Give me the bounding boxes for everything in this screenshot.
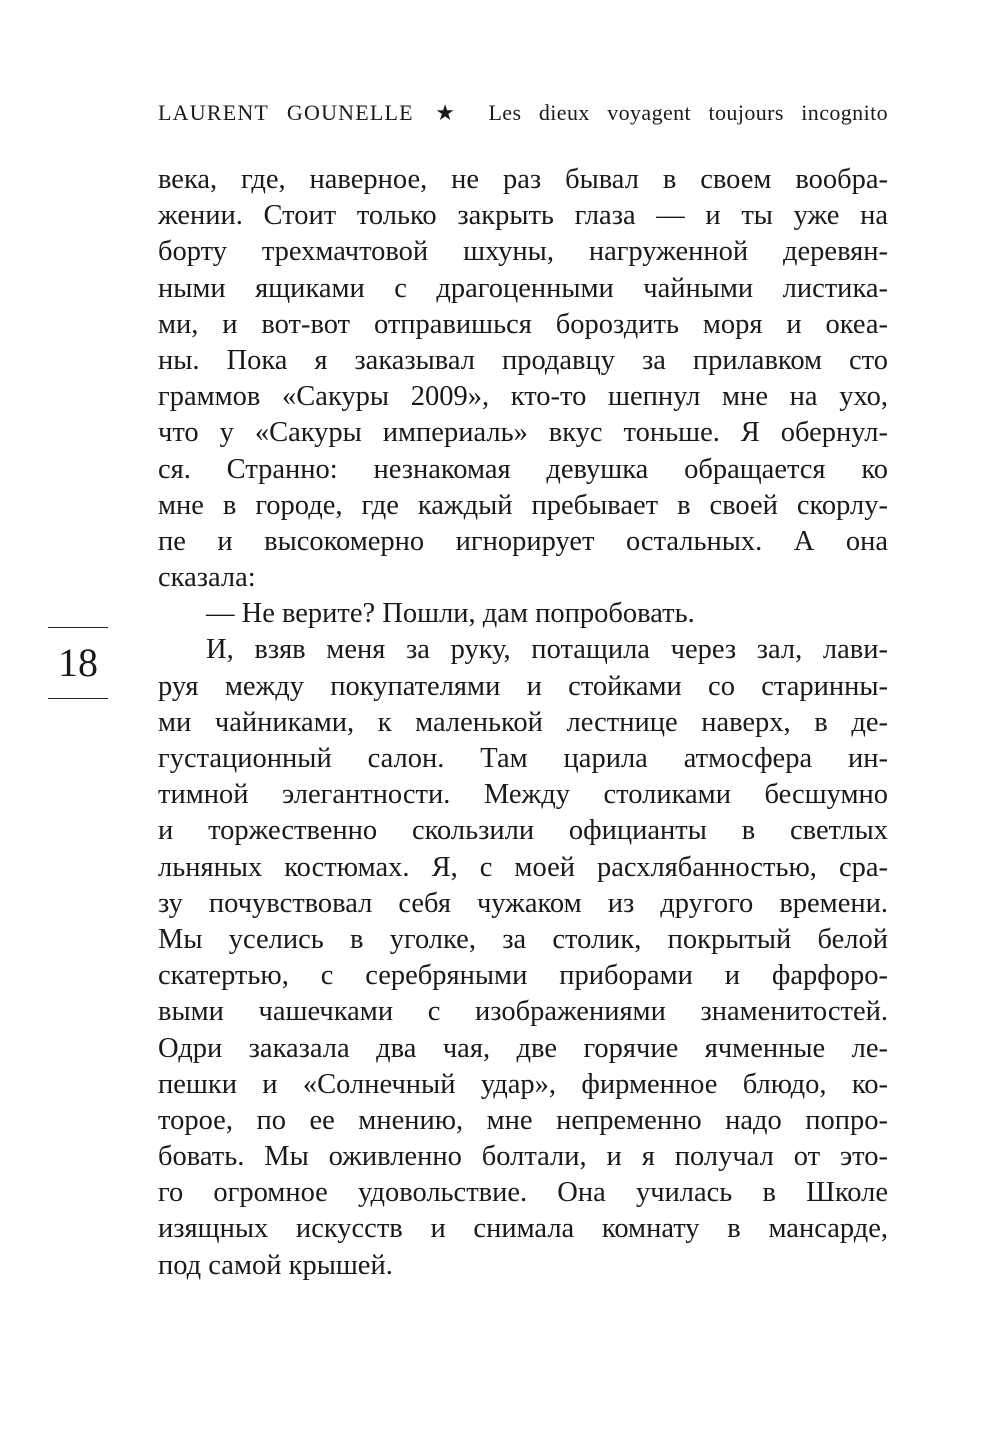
text-line: густационный салон. Там царила атмосфера ин- xyxy=(158,743,888,774)
text-line: льняных костюмах. Я, с моей расхлябанностью, сра- xyxy=(158,851,888,883)
text-line: века, где, наверное, не раз бывал в своем вообра- xyxy=(158,164,888,195)
text-line: ми, и вот-вот отправишься бороздить моря и океа- xyxy=(158,308,888,340)
text-line: тимной элегантности. Между столиками бесшумно xyxy=(158,779,888,811)
text-line: ся. Странно: незнакомая девушка обращается ко xyxy=(158,453,888,485)
text-line: и торжественно скользили официанты в светлых xyxy=(158,815,888,847)
dialogue-line: — Не верите? Пошли, дам попробовать. xyxy=(206,598,695,630)
text-line: что у «Сакуры империаль» вкус тоньше. Я обернул- xyxy=(158,417,888,449)
text-line: изящных искусств и снимала комнату в мансарде, xyxy=(158,1213,888,1245)
text-line: ми чайниками, к маленькой лестнице наверх, в де- xyxy=(158,706,888,738)
header-author: LAURENT GOUNELLE xyxy=(158,100,414,125)
text-line: торое, по ее мнению, мне непременно надо попро- xyxy=(158,1104,888,1136)
page-number: 18 xyxy=(58,640,98,685)
text-line: бовать. Мы оживленно болтали, и я получал от это- xyxy=(158,1141,888,1173)
text-line: зу почувствовал себя чужаком из другого времени. xyxy=(158,887,888,919)
text-line: ными ящиками с драгоценными чайными листика- xyxy=(158,272,888,304)
running-head xyxy=(158,100,888,126)
text-line: Одри заказала два чая, две горячие ячменные ле- xyxy=(158,1032,888,1064)
paragraph-start-line: И, взяв меня за руку, потащила через зал, лави- xyxy=(206,634,888,666)
text-line: под самой крышей. xyxy=(158,1249,393,1281)
text-line: руя между покупателями и стойками со старинны- xyxy=(158,670,888,702)
body-text xyxy=(158,162,888,1284)
text-line: пе и высокомерно игнорирует остальных. А она xyxy=(158,525,888,557)
text-line: Мы уселись в уголке, за столик, покрытый белой xyxy=(158,923,888,955)
header-book-title: Les dieux voyagent toujours incognito xyxy=(488,100,888,125)
text-line: пешки и «Солнечный удар», фирменное блюдо, ко- xyxy=(158,1068,888,1100)
page-number-box xyxy=(48,627,108,699)
text-line: скатертью, с серебряными приборами и фарфоро- xyxy=(158,960,888,992)
text-line: борту трехмачтовой шхуны, нагруженной деревян- xyxy=(158,236,888,268)
text-line: жении. Стоит только закрыть глаза — и ты уже на xyxy=(158,200,888,232)
text-line: выми чашечками с изображениями знаменитостей. xyxy=(158,996,888,1028)
text-line: ны. Пока я заказывал продавцу за прилавком сто xyxy=(158,344,888,376)
text-line: го огромное удовольствие. Она училась в Школе xyxy=(158,1177,888,1209)
star-icon: ★ xyxy=(435,100,467,125)
text-line: мне в городе, где каждый пребывает в своей скорлу- xyxy=(158,489,888,521)
text-line: сказала: xyxy=(158,562,256,594)
text-line: граммов «Сакуры 2009», кто-то шепнул мне на ухо, xyxy=(158,381,888,413)
